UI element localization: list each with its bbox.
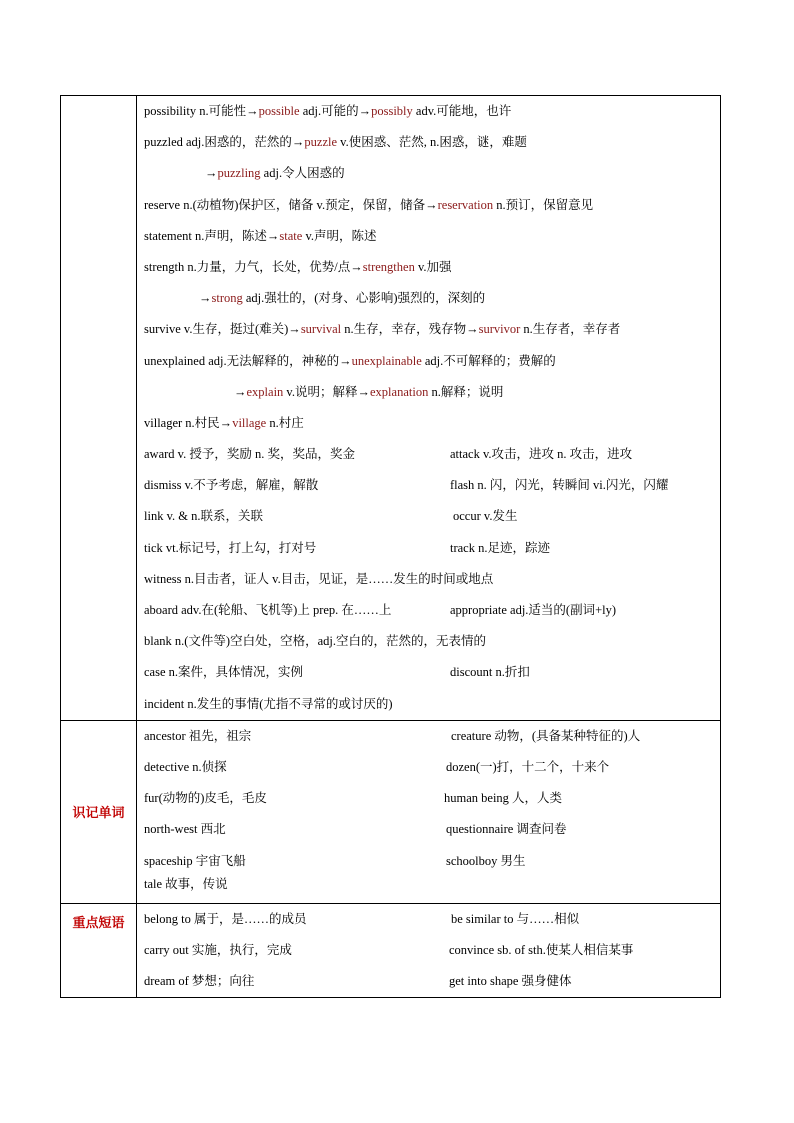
derived-word: puzzling xyxy=(217,166,261,181)
derived-word: strong xyxy=(211,291,243,306)
list-item xyxy=(144,501,720,532)
derivation-line xyxy=(144,158,720,189)
list-item xyxy=(144,595,720,626)
list-item xyxy=(144,721,720,752)
list-item xyxy=(144,657,720,688)
derived-word: possibly xyxy=(371,104,413,118)
word-text: → xyxy=(234,384,247,399)
word-entry: incident n.发生的事情(尤指不寻常的或讨厌的) xyxy=(144,696,393,711)
list-item xyxy=(144,533,720,564)
derivation-line xyxy=(144,252,720,283)
derived-word: unexplainable xyxy=(351,353,422,368)
derivation-line xyxy=(144,408,720,439)
list-item xyxy=(144,966,720,997)
word-text: survive v.生存，挺过(难关)→ xyxy=(144,322,301,337)
word-text: n.预订，保留意见 xyxy=(493,197,594,212)
word-entry: carry out 实施，执行，完成 xyxy=(144,942,292,957)
table-row xyxy=(61,96,721,721)
word-text: adj.不可解释的；费解的 xyxy=(421,353,556,368)
memorize-words-cell xyxy=(137,720,721,903)
word-text: → xyxy=(199,291,212,306)
derived-word: possible xyxy=(258,104,300,118)
word-entry: spaceship 宇宙飞船 xyxy=(144,853,246,868)
word-text: v.声明，陈述 xyxy=(302,228,377,243)
table-row xyxy=(61,720,721,903)
word-entry: track n.足迹，踪迹 xyxy=(450,540,550,555)
word-pairs xyxy=(144,721,720,877)
derivation-line xyxy=(144,190,720,221)
word-text: → xyxy=(205,166,218,181)
word-entry: dismiss v.不予考虑，解雇，解散 xyxy=(144,478,319,493)
word-entry: north-west 西北 xyxy=(144,822,226,837)
list-item xyxy=(144,904,720,935)
word-entry: witness n.目击者，证人 v.目击，见证，是……发生的时间或地点 xyxy=(144,571,494,586)
word-entry: award v. 授予，奖励 n. 奖，奖品，奖金 xyxy=(144,447,355,462)
derived-word: strengthen xyxy=(362,259,415,274)
list-item xyxy=(144,935,720,966)
word-derivation-cell xyxy=(137,96,721,721)
word-entry: dozen(一)打，十二个，十来个 xyxy=(446,759,610,774)
word-pairs xyxy=(144,439,720,720)
word-entry: tick vt.标记号，打上勾，打对号 xyxy=(144,540,317,555)
list-item xyxy=(144,626,720,657)
list-item xyxy=(144,689,720,720)
derivation-line xyxy=(144,377,720,408)
derivation-lines xyxy=(144,96,720,439)
table-row xyxy=(61,903,721,998)
word-text: unexplained adj.无法解释的，神秘的→ xyxy=(144,353,352,368)
word-entry: dream of 梦想；向往 xyxy=(144,974,255,989)
derived-word: explanation xyxy=(370,384,429,399)
phrase-pairs xyxy=(144,904,720,998)
word-entry: link v. & n.联系，关联 xyxy=(144,509,263,524)
vocabulary-table xyxy=(60,95,721,998)
list-item xyxy=(144,439,720,470)
word-text: v.使困惑、茫然, n.困惑，谜，难题 xyxy=(337,135,527,150)
word-text: adv.可能地，也许 xyxy=(412,104,512,118)
word-entry: appropriate adj.适当的(副词+ly) xyxy=(450,603,617,617)
list-item xyxy=(144,564,720,595)
word-text: strength n.力量，力气，长处，优势/点→ xyxy=(144,259,363,274)
list-item xyxy=(144,814,720,845)
word-text: n.生存，幸存，残存物→ xyxy=(341,322,479,337)
word-entry: creature 动物，(具备某种特征的)人 xyxy=(451,728,641,743)
category-cell xyxy=(61,903,137,998)
list-item xyxy=(144,752,720,783)
word-text: v.加强 xyxy=(414,259,452,274)
word-text: adj.可能的→ xyxy=(299,104,372,118)
list-item xyxy=(144,877,720,903)
word-text: possibility n.可能性→ xyxy=(144,104,259,118)
derivation-line xyxy=(144,127,720,158)
list-item xyxy=(144,470,720,501)
word-text: puzzled adj.困惑的，茫然的→ xyxy=(144,135,305,150)
derived-word: reservation xyxy=(437,197,494,212)
list-item xyxy=(144,846,720,877)
word-entry: fur(动物的)皮毛，毛皮 xyxy=(144,791,267,806)
word-text: n.村庄 xyxy=(266,415,304,430)
word-text: n.生存者，幸存者 xyxy=(520,322,621,337)
category-cell-empty xyxy=(61,96,137,721)
word-entry: get into shape 强身健体 xyxy=(449,974,572,989)
word-entry: ancestor 祖先，祖宗 xyxy=(144,728,252,743)
word-entry: be similar to 与……相似 xyxy=(451,911,580,926)
word-entry: discount n.折扣 xyxy=(450,665,530,680)
word-entry: belong to 属于，是……的成员 xyxy=(144,911,307,926)
derived-word: explain xyxy=(246,384,284,399)
derivation-line xyxy=(144,346,720,377)
derivation-line xyxy=(144,96,720,127)
word-entry: human being 人，人类 xyxy=(444,791,563,806)
word-entry: case n.案件，具体情况，实例 xyxy=(144,665,304,680)
word-entry: convince sb. of sth.使某人相信某事 xyxy=(449,942,634,957)
category-label: 识记单词 xyxy=(72,806,125,822)
derived-word: state xyxy=(279,228,303,243)
word-entry: detective n.侦探 xyxy=(144,759,227,774)
list-item xyxy=(144,783,720,814)
derived-word: survival xyxy=(300,322,342,337)
word-entry: tale 故事，传说 xyxy=(144,876,228,891)
category-label: 重点短语 xyxy=(72,915,125,931)
word-entry: blank n.(文件等)空白处，空格，adj.空白的，茫然的，无表情的 xyxy=(144,634,486,649)
word-text: reserve n.(动植物)保护区，储备 v.预定，保留，储备→ xyxy=(144,197,438,212)
word-text: villager n.村民→ xyxy=(144,415,233,430)
word-entry: occur v.发生 xyxy=(453,509,518,524)
word-text: statement n.声明，陈述→ xyxy=(144,228,280,243)
key-phrases-cell xyxy=(137,903,721,998)
word-entry: aboard adv.在(轮船、飞机等)上 prep. 在……上 xyxy=(144,603,392,617)
word-text: n.解释；说明 xyxy=(428,384,504,399)
word-entry: flash n. 闪，闪光，转瞬间 vi.闪光，闪耀 xyxy=(450,478,669,493)
category-cell xyxy=(61,720,137,903)
word-text: v.说明；解释→ xyxy=(283,384,370,399)
derived-word: survivor xyxy=(478,322,521,337)
word-entry: schoolboy 男生 xyxy=(446,853,526,868)
word-text: adj.强壮的，(对身、心影响)强烈的，深刻的 xyxy=(242,291,486,306)
derived-word: village xyxy=(232,415,267,430)
word-entry: attack v.攻击，进攻 n. 攻击，进攻 xyxy=(450,447,633,462)
derivation-line xyxy=(144,221,720,252)
word-entry: questionnaire 调查问卷 xyxy=(446,822,567,837)
derivation-line xyxy=(144,283,720,314)
word-text: adj.令人困惑的 xyxy=(260,166,345,181)
derived-word: puzzle xyxy=(304,135,338,150)
derivation-line xyxy=(144,314,720,345)
